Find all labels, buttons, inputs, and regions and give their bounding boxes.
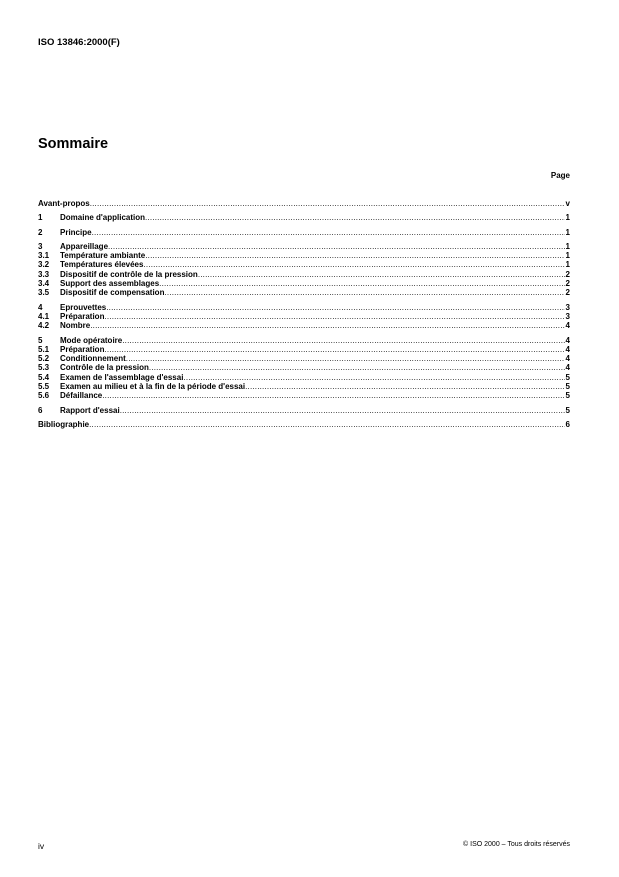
toc-entry-number: 5.6 [38, 391, 50, 401]
toc-entry-title: Contrôle de la pression [60, 363, 149, 373]
toc-leader-dots [122, 336, 564, 345]
toc-entry-page: 4 [565, 363, 570, 373]
toc-entry-title: Températures élevées [60, 260, 144, 270]
toc-entry[interactable] [38, 363, 570, 372]
toc-entry[interactable] [38, 251, 570, 260]
toc-leader-dots [104, 345, 564, 354]
toc-entry-number: 4 [38, 302, 43, 312]
toc-entry-title: Dispositif de contrôle de la pression [60, 269, 198, 279]
footer-copyright: © ISO 2000 – Tous droits réservés [463, 841, 570, 848]
footer-page-number: iv [38, 841, 45, 851]
toc-entry[interactable] [38, 321, 570, 330]
toc-leader-dots [92, 228, 565, 237]
toc-entry[interactable] [38, 228, 570, 237]
page-title: Sommaire [38, 136, 109, 152]
toc-leader-dots [90, 199, 565, 208]
toc-entry-number: 2 [38, 227, 43, 237]
toc-entry[interactable] [38, 199, 570, 208]
toc-leader-dots [126, 354, 565, 363]
toc-entry[interactable] [38, 391, 570, 400]
toc-entry-title: Eprouvettes [60, 302, 107, 312]
toc-entry-number: 3.1 [38, 251, 50, 261]
toc-leader-dots [120, 406, 565, 415]
toc-entry-number: 5.3 [38, 363, 50, 373]
toc-entry[interactable] [38, 373, 570, 382]
toc-entry[interactable] [38, 213, 570, 222]
toc-leader-dots [89, 420, 564, 429]
toc-entry-title: Rapport d'essai [60, 405, 120, 415]
toc-entry[interactable] [38, 260, 570, 269]
toc-entry-title: Préparation [60, 344, 105, 354]
toc-entry-title: Dispositif de compensation [60, 288, 165, 298]
toc-entry-title: Examen de l'assemblage d'essai [60, 372, 184, 382]
toc-leader-dots [198, 270, 565, 279]
toc-entry-title: Support des assemblages [60, 279, 160, 289]
toc-entry-number: 1 [38, 213, 43, 223]
toc-entry-title: Appareillage [60, 241, 109, 251]
toc-entry[interactable] [38, 345, 570, 354]
toc-entry[interactable] [38, 303, 570, 312]
toc-entry[interactable] [38, 270, 570, 279]
document-id: ISO 13846:2000(F) [38, 37, 120, 48]
toc-entry[interactable] [38, 288, 570, 297]
toc-entry-number: 4.1 [38, 311, 50, 321]
toc-entry-number: 5.5 [38, 382, 50, 392]
toc-leader-dots [90, 321, 564, 330]
toc-entry-page: 6 [565, 419, 570, 429]
toc-entry-title: Principe [60, 227, 92, 237]
toc-entry-number: 5.1 [38, 344, 50, 354]
toc-entry-page: 5 [565, 391, 570, 401]
toc-entry-page: 4 [565, 321, 570, 331]
toc-leader-dots [145, 213, 565, 222]
toc-entry-page: 1 [565, 241, 570, 251]
toc-leader-dots [164, 288, 564, 297]
toc-leader-dots [145, 251, 564, 260]
toc-entry-title: Température ambiante [60, 251, 146, 261]
toc-entry-page: 3 [565, 311, 570, 321]
toc-leader-dots [104, 312, 564, 321]
toc-entry-title: Conditionnement [60, 354, 126, 364]
toc-entry-page: 5 [565, 405, 570, 415]
toc-entry-page: 4 [565, 344, 570, 354]
toc-leader-dots [149, 363, 565, 372]
toc-entry-number: 3.2 [38, 260, 50, 270]
toc-entry[interactable] [38, 354, 570, 363]
toc-entry[interactable] [38, 242, 570, 251]
toc-leader-dots [143, 260, 564, 269]
toc-entry[interactable] [38, 420, 570, 429]
toc-entry-number: 3.4 [38, 279, 50, 289]
toc-entry-page: 1 [565, 251, 570, 261]
toc-entry[interactable] [38, 279, 570, 288]
page-column-label: Page [550, 171, 570, 180]
toc-entry-page: v [565, 199, 570, 208]
toc-entry-title: Domaine d'application [60, 213, 146, 223]
toc-entry-number: 3.5 [38, 288, 50, 298]
toc-entry-page: 1 [565, 213, 570, 223]
toc-entry-number: 5 [38, 335, 43, 345]
toc-entry-page: 4 [565, 354, 570, 364]
toc-entry-title: Bibliographie [38, 419, 90, 429]
toc-entry[interactable] [38, 406, 570, 415]
toc-entry-number: 5.4 [38, 372, 50, 382]
toc-leader-dots [245, 382, 564, 391]
toc-entry-number: 3.3 [38, 269, 50, 279]
toc-entry-title: Préparation [60, 311, 105, 321]
toc-entry[interactable] [38, 382, 570, 391]
toc-entry[interactable] [38, 312, 570, 321]
toc-entry-page: 3 [565, 302, 570, 312]
toc-entry-title: Nombre [60, 321, 91, 331]
toc-leader-dots [183, 373, 564, 382]
toc-leader-dots [159, 279, 564, 288]
toc-entry-page: 4 [565, 335, 570, 345]
toc-entry-page: 5 [565, 372, 570, 382]
toc-entry-number: 5.2 [38, 354, 50, 364]
toc-entry-page: 2 [565, 279, 570, 289]
toc-entry-number: 4.2 [38, 321, 50, 331]
toc-entry-title: Examen au milieu et à la fin de la période d'essai [60, 382, 246, 392]
toc-entry-number: 6 [38, 405, 43, 415]
toc-entry-page: 1 [565, 227, 570, 237]
table-of-contents [38, 199, 570, 429]
toc-leader-dots [102, 391, 564, 400]
toc-entry[interactable] [38, 336, 570, 345]
toc-entry-title: Avant-propos [38, 199, 90, 208]
toc-leader-dots [106, 303, 564, 312]
toc-entry-page: 5 [565, 382, 570, 392]
toc-entry-page: 1 [565, 260, 570, 270]
toc-entry-number: 3 [38, 241, 43, 251]
toc-leader-dots [108, 242, 565, 251]
toc-entry-page: 2 [565, 288, 570, 298]
toc-entry-title: Défaillance [60, 391, 103, 401]
toc-entry-title: Mode opératoire [60, 335, 123, 345]
toc-entry-page: 2 [565, 269, 570, 279]
